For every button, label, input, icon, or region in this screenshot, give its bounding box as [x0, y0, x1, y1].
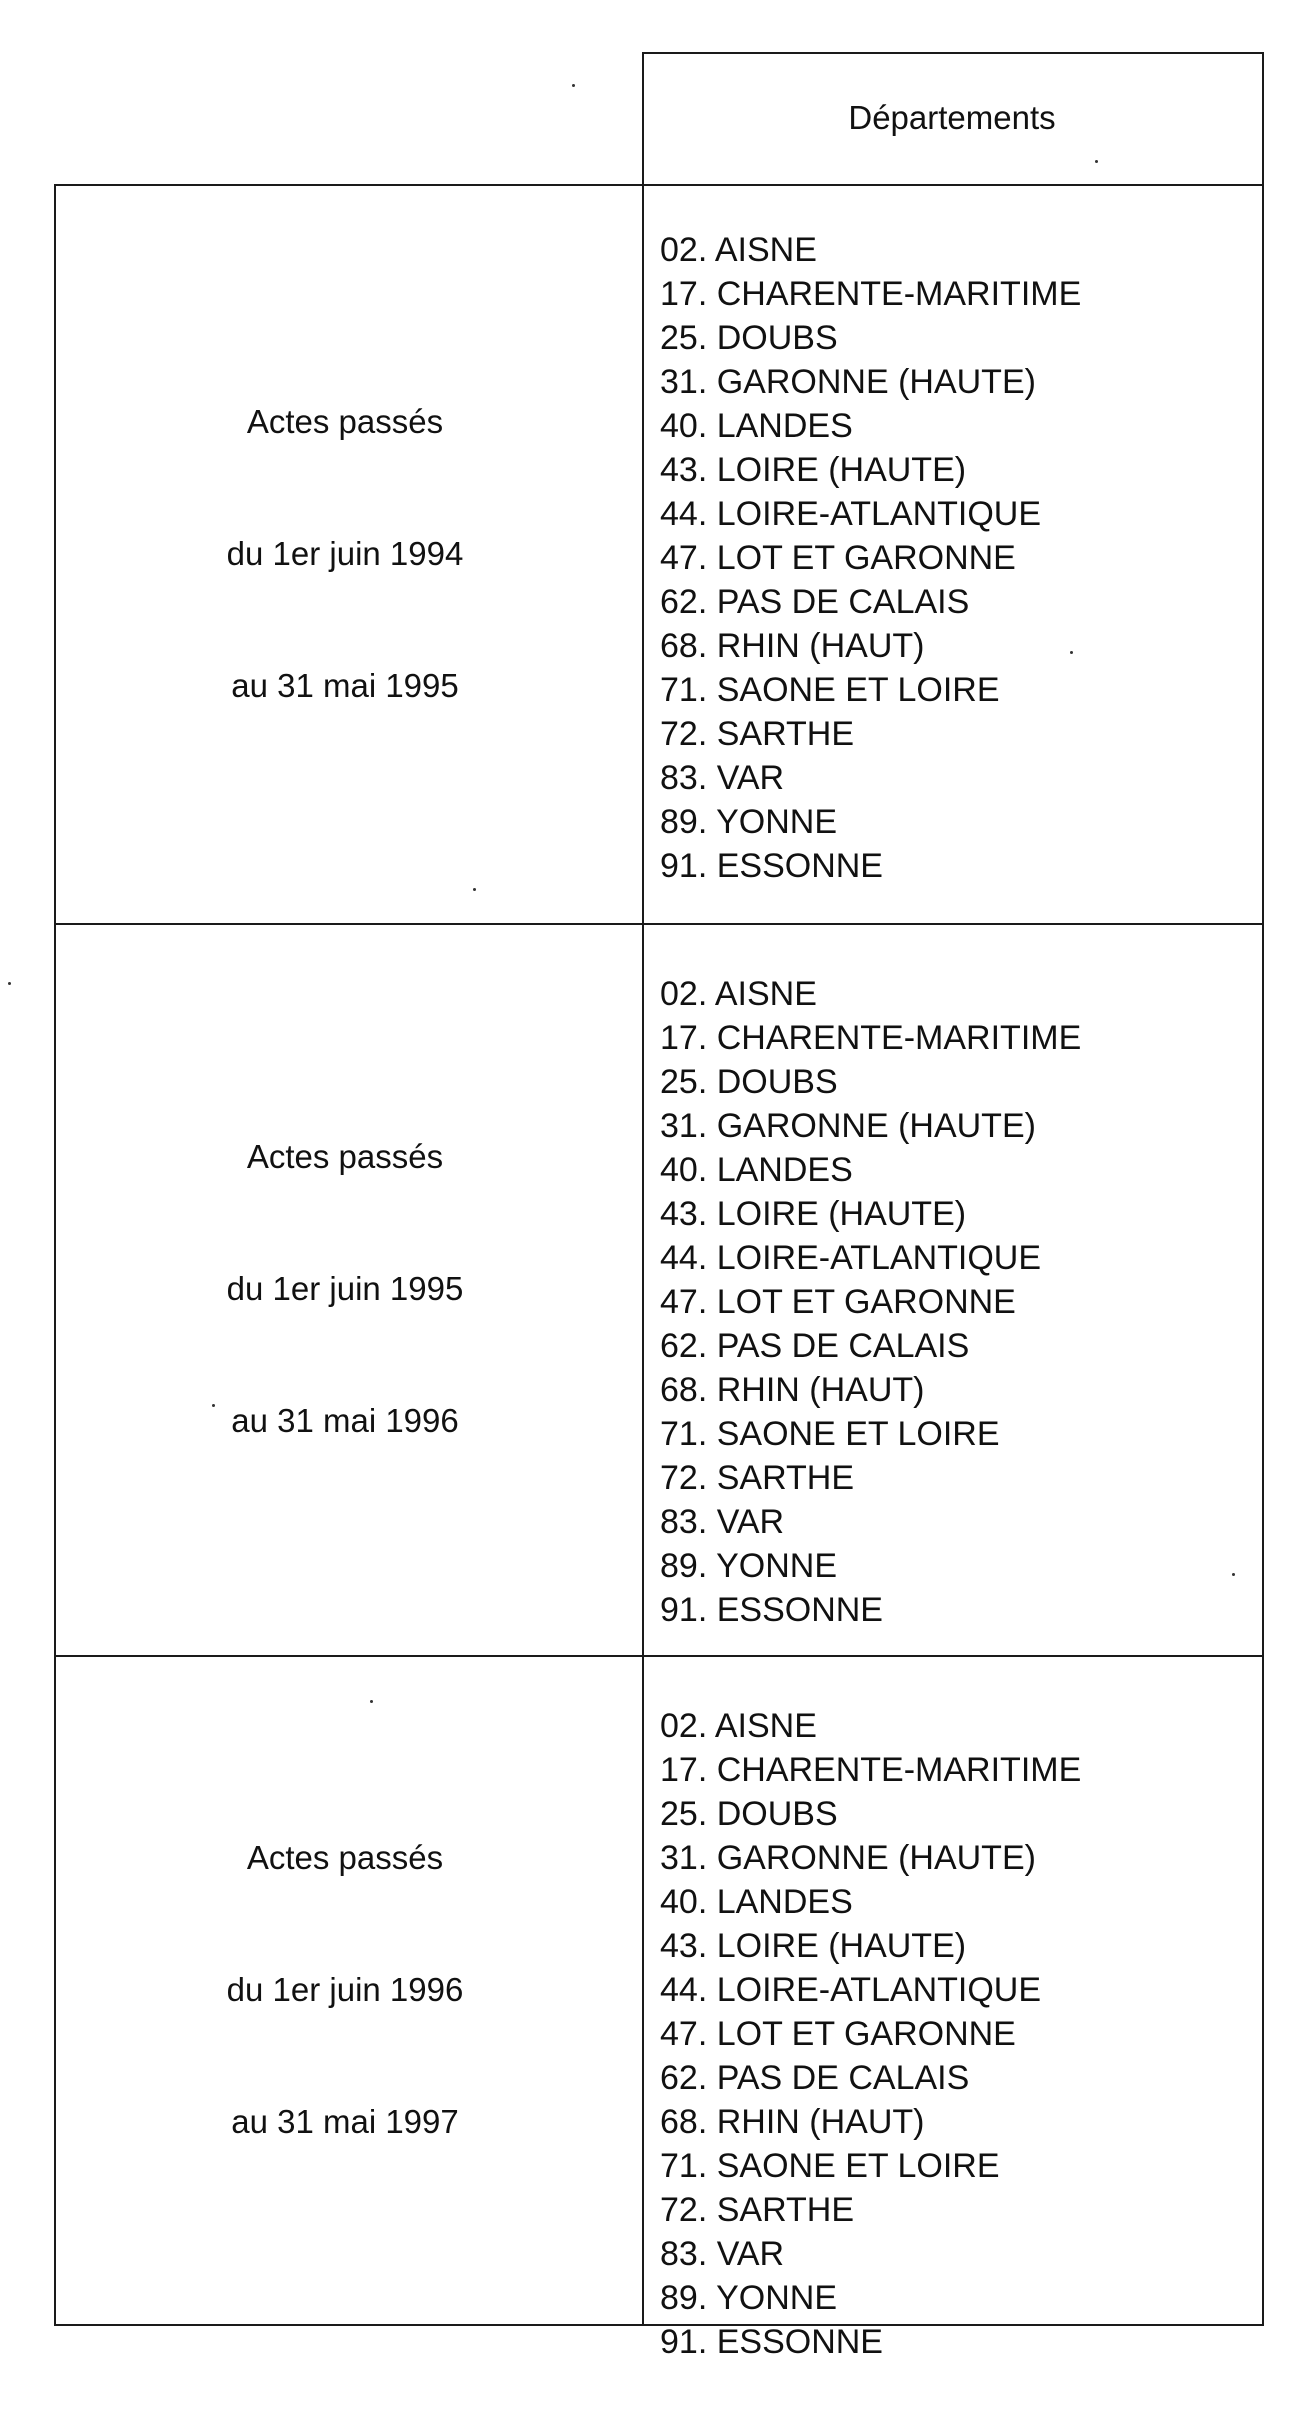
department-item: 68. RHIN (HAUT)	[660, 1371, 925, 1409]
column-header-label: Départements	[848, 99, 1056, 136]
department-item: 83. VAR	[660, 2235, 785, 2273]
department-item: 83. VAR	[660, 759, 785, 797]
department-item: 62. PAS DE CALAIS	[660, 583, 970, 621]
department-item: 40. LANDES	[660, 1151, 853, 1189]
department-item: 72. SARTHE	[660, 715, 855, 753]
department-item: 43. LOIRE (HAUTE)	[660, 1195, 967, 1233]
department-item: 44. LOIRE-ATLANTIQUE	[660, 1971, 1042, 2009]
department-item: 31. GARONNE (HAUTE)	[660, 1839, 1036, 1877]
department-item: 44. LOIRE-ATLANTIQUE	[660, 495, 1042, 533]
department-item: 89. YONNE	[660, 1547, 838, 1585]
department-item: 02. AISNE	[660, 1707, 817, 1745]
scan-speck	[370, 1700, 373, 1703]
scan-speck	[212, 1404, 215, 1407]
department-item: 31. GARONNE (HAUTE)	[660, 363, 1036, 401]
scan-speck	[1070, 651, 1073, 654]
department-item: 47. LOT ET GARONNE	[660, 1283, 1016, 1321]
department-list-3	[660, 1704, 1250, 2364]
scan-speck	[473, 888, 476, 891]
department-item: 43. LOIRE (HAUTE)	[660, 451, 967, 489]
department-list-1	[660, 228, 1250, 888]
scan-speck	[572, 84, 575, 87]
period-cell-2	[54, 923, 636, 1655]
period-end: au 31 mai 1997	[231, 2102, 459, 2140]
department-item: 02. AISNE	[660, 975, 817, 1013]
department-item: 47. LOT ET GARONNE	[660, 539, 1016, 577]
department-item: 25. DOUBS	[660, 319, 838, 357]
department-item: 62. PAS DE CALAIS	[660, 1327, 970, 1365]
period-cell-1	[54, 184, 636, 923]
department-item: 83. VAR	[660, 1503, 785, 1541]
scan-speck	[8, 982, 11, 985]
period-end: au 31 mai 1996	[231, 1402, 459, 1439]
department-item: 91. ESSONNE	[660, 2323, 883, 2361]
period-start: du 1er juin 1994	[226, 534, 464, 572]
department-item: 25. DOUBS	[660, 1795, 838, 1833]
period-title: Actes passés	[246, 1838, 444, 1876]
department-item: 02. AISNE	[660, 231, 817, 269]
period-title: Actes passés	[246, 1138, 444, 1175]
period-cell-3	[54, 1655, 636, 2324]
column-header-departements	[642, 52, 1262, 184]
department-item: 43. LOIRE (HAUTE)	[660, 1927, 967, 1965]
department-item: 72. SARTHE	[660, 1459, 855, 1497]
department-item: 25. DOUBS	[660, 1063, 838, 1101]
department-item: 72. SARTHE	[660, 2191, 855, 2229]
department-item: 71. SAONE ET LOIRE	[660, 671, 1000, 709]
department-item: 62. PAS DE CALAIS	[660, 2059, 970, 2097]
scan-speck	[1232, 1573, 1235, 1576]
period-start: du 1er juin 1996	[226, 1970, 464, 2008]
department-item: 68. RHIN (HAUT)	[660, 2103, 925, 2141]
period-title: Actes passés	[246, 402, 444, 440]
department-item: 91. ESSONNE	[660, 847, 883, 885]
department-item: 68. RHIN (HAUT)	[660, 627, 925, 665]
period-end: au 31 mai 1995	[231, 666, 459, 704]
column-divider	[642, 184, 644, 2326]
scan-speck	[1095, 160, 1098, 163]
department-item: 89. YONNE	[660, 803, 838, 841]
period-start: du 1er juin 1995	[226, 1270, 464, 1307]
department-item: 31. GARONNE (HAUTE)	[660, 1107, 1036, 1145]
department-item: 91. ESSONNE	[660, 1591, 883, 1629]
department-list-2	[660, 972, 1250, 1632]
department-item: 47. LOT ET GARONNE	[660, 2015, 1016, 2053]
department-item: 71. SAONE ET LOIRE	[660, 2147, 1000, 2185]
department-item: 71. SAONE ET LOIRE	[660, 1415, 1000, 1453]
department-item: 17. CHARENTE-MARITIME	[660, 275, 1082, 313]
department-item: 17. CHARENTE-MARITIME	[660, 1019, 1082, 1057]
department-item: 40. LANDES	[660, 1883, 853, 1921]
department-item: 44. LOIRE-ATLANTIQUE	[660, 1239, 1042, 1277]
department-item: 17. CHARENTE-MARITIME	[660, 1751, 1082, 1789]
table-border-right	[1262, 52, 1264, 2326]
department-item: 40. LANDES	[660, 407, 853, 445]
department-item: 89. YONNE	[660, 2279, 838, 2317]
